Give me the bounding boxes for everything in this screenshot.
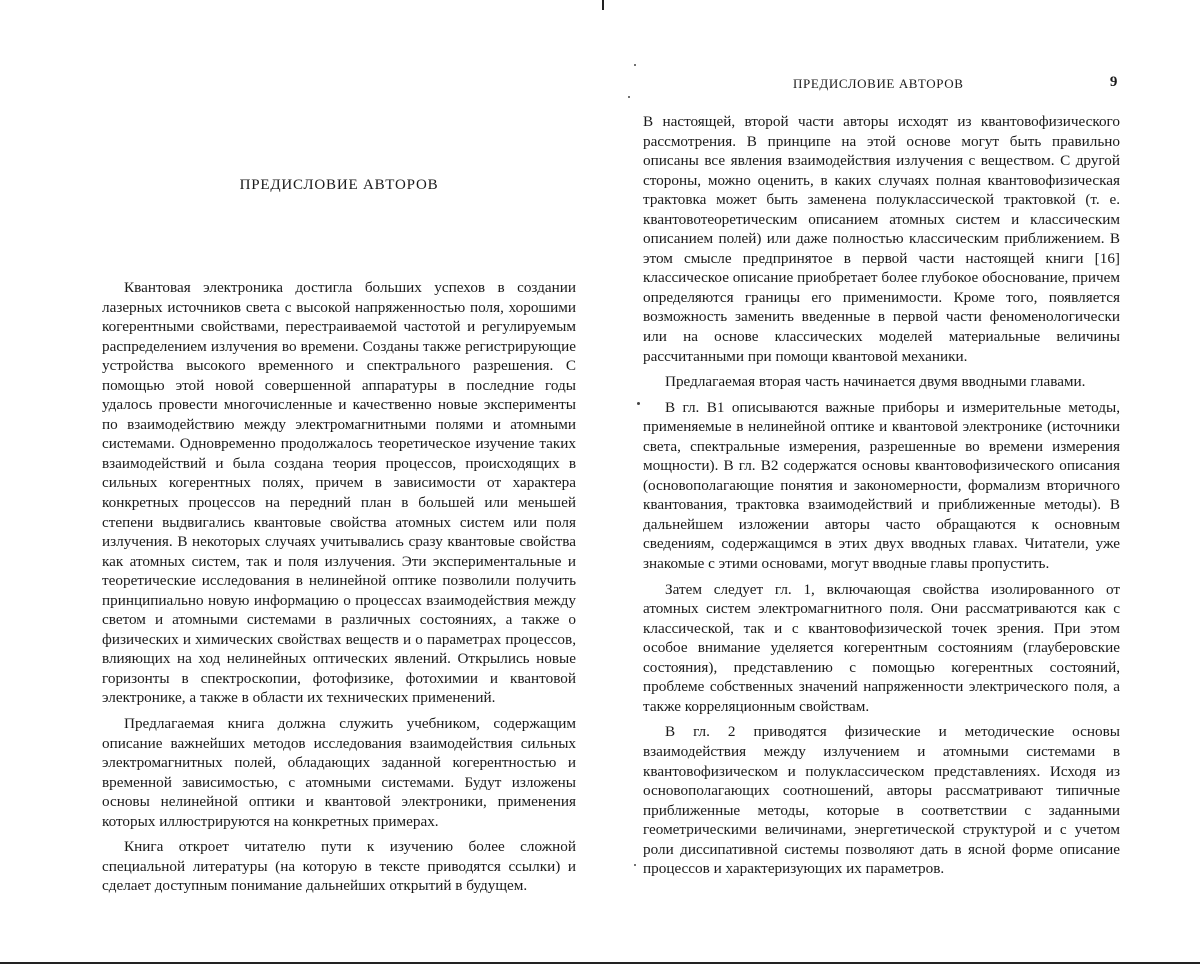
paragraph: В настоящей, второй части авторы исходят из квантовофизического рассмотрения. В принципе на этой основе могут быть правильно описаны все явления взаимодействия излучения с веществом. С другой стороны, можно оценить, в каких случаях полная квантовофизическая трактовка может быть заменена полуклассической трактовкой (т. е. квантовотеоретическим описанием атомных систем и классическим описанием полей) или даже полностью классическим приближением. В этом смысле предпринятое в первой части настоящей книги [16] классическое описание приобретает более глубокое обоснование, причем определяются границы его применимости. Кроме того, появляется возможность заменить введенные в первой части феноменологически или на основе классических моделей материальные величины рассчитанными при помощи квантовой механики.	[643, 112, 1120, 366]
running-head-title: ПРЕДИСЛОВИЕ АВТОРОВ	[793, 74, 964, 94]
book-spread	[0, 0, 1200, 968]
paragraph: Книга откроет читателю пути к изучению более сложной специальной литературы (на которую в тексте приводятся ссылки) и сделает доступным понимание дальнейших открытий в будущем.	[102, 837, 576, 896]
scan-gutter-mark	[602, 0, 604, 10]
scan-speck	[634, 864, 636, 866]
running-head	[643, 74, 1120, 94]
scan-speck	[628, 96, 630, 98]
chapter-title: ПРЕДИСЛОВИЕ АВТОРОВ	[102, 176, 576, 196]
paragraph: Затем следует гл. 1, включающая свойства изолированного от атомных систем электромагнитного поля. Они рассматриваются как с классической, так и с квантовофизической точек зрения. При этом особое внимание уделяется когерентным состояниям (глауберовские состояния), представлению с помощью когерентных состояний, проблеме собственных значений напряженности электрического поля, а также корреляционным свойствам.	[643, 580, 1120, 717]
paragraph: В гл. 2 приводятся физические и методические основы взаимодействия между излучением и атомными системами в квантовофизическом и полуклассическом представлениях. Исходя из основополагающих соотношений, авторы рассматривают типичные приближенные методы, которые в соответствии с заданными геометрическими величинами, энергетической структурой и с учетом роли диссипативной системы позволяют дать в ясной форме описание процессов и характеризующих их параметров.	[643, 722, 1120, 878]
left-page-body	[102, 278, 576, 896]
paragraph: Квантовая электроника достигла больших успехов в создании лазерных источников света с высокой напряженностью поля, хорошими когерентными свойствами, перестраиваемой частотой и регулируемым распределением излучения во времени. Созданы также регистрирующие устройства высокого временного и спектрального разрешения. С помощью этой новой совершенной аппаратуры в последние годы удалось провести многочисленные и качественно новые эксперименты по взаимодействию между электромагнитными полями и атомными системами. Одновременно продолжалось теоретическое изучение таких взаимодействий и была создана теория процессов, происходящих в сильных когерентных полях, причем в зависимости от характера конкретных процессов на передний план в большей или меньшей степени выдвигались квантовые свойства атомных систем или поля излучения. В некоторых случаях учитывались сразу квантовые свойства как атомных систем, так и поля излучения. Эти экспериментальные и теоретические исследования в нелинейной оптике позволили получить принципиально новую информацию о процессах взаимодействия между светом и атомными системами в различных состояниях, а также о физических и химических свойствах веществ и о параметрах процессов, влияющих на ход нелинейных оптических явлений. Открылись новые горизонты в спектроскопии, фотофизике, фотохимии и квантовой электронике, а также в области их технических применений.	[102, 278, 576, 708]
scan-bottom-edge	[0, 962, 1200, 964]
paragraph: Предлагаемая вторая часть начинается двумя вводными главами.	[643, 372, 1120, 392]
page-number: 9	[1110, 73, 1118, 93]
paragraph: Предлагаемая книга должна служить учебником, содержащим описание важнейших методов исследования взаимодействия сильных электромагнитных полей, обладающих заданной когерентностью и временной зависимостью, с атомными системами. Будут изложены основы нелинейной оптики и квантовой электроники, применения которых иллюстрируются на конкретных примерах.	[102, 714, 576, 831]
scan-speck	[637, 402, 640, 405]
right-page-body	[643, 112, 1120, 879]
paragraph: В гл. В1 описываются важные приборы и измерительные методы, применяемые в нелинейной оптике и квантовой электронике (источники света, спектральные измерения, разрешенные во времени измерения мощности). В гл. В2 содержатся основы квантовофизического описания (основополагающие понятия и закономерности, формализм вторичного квантования, трактовка взаимодействий и приближенные методы). В дальнейшем изложении авторы часто обращаются к основным сведениям, содержащимся в этих двух вводных главах. Читатели, уже знакомые с этими основами, могут вводные главы пропустить.	[643, 398, 1120, 574]
scan-speck	[634, 64, 636, 66]
